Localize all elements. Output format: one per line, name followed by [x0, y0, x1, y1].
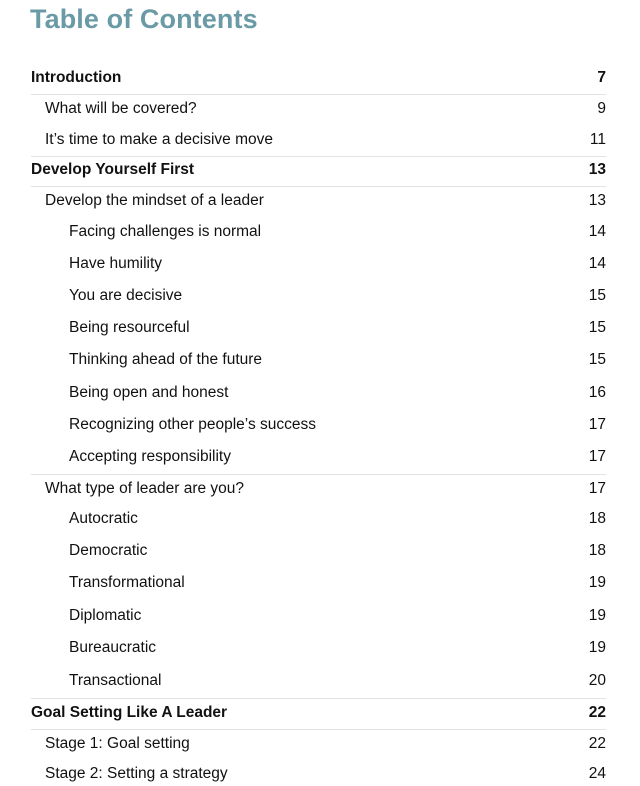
toc-entry-page: 7	[597, 69, 606, 86]
toc-entry-open-and-honest[interactable]	[0, 381, 640, 405]
toc-entry-page: 19	[588, 574, 606, 591]
toc-entry-label: Transactional	[69, 672, 162, 689]
toc-entry-label: Autocratic	[69, 510, 138, 527]
toc-entry-page: 22	[588, 735, 606, 752]
toc-entry-type-of-leader[interactable]	[0, 477, 640, 501]
toc-entry-stage-1-goal-setting[interactable]	[0, 732, 640, 756]
toc-entry-page: 14	[588, 223, 606, 240]
toc-entry-page: 15	[588, 351, 606, 368]
toc-entry-page: 17	[588, 416, 606, 433]
toc-entry-label: Recognizing other people’s success	[69, 416, 317, 433]
toc-entry-page: 17	[588, 448, 606, 465]
row-divider	[31, 186, 606, 187]
row-divider	[31, 94, 606, 95]
row-divider	[31, 729, 606, 730]
toc-entry-bureaucratic[interactable]	[0, 636, 640, 660]
toc-entry-introduction[interactable]	[0, 66, 640, 90]
toc-entry-page: 19	[588, 607, 606, 624]
toc-entry-recognizing-success[interactable]	[0, 413, 640, 437]
toc-entry-what-will-be-covered[interactable]	[0, 97, 640, 121]
toc-entry-label: What type of leader are you?	[45, 480, 245, 497]
toc-entry-label: Facing challenges is normal	[69, 223, 262, 240]
toc-entry-page: 9	[597, 100, 606, 117]
toc-entry-decisive-move[interactable]	[0, 128, 640, 152]
toc-entry-page: 16	[588, 384, 606, 401]
toc-entry-diplomatic[interactable]	[0, 604, 640, 628]
toc-entry-label: Develop Yourself First	[31, 161, 195, 178]
toc-entry-democratic[interactable]	[0, 539, 640, 563]
toc-entry-label: Diplomatic	[69, 607, 142, 624]
toc-entry-label: Have humility	[69, 255, 163, 272]
toc-entry-transformational[interactable]	[0, 571, 640, 595]
toc-entry-facing-challenges[interactable]	[0, 220, 640, 244]
toc-entry-label: Democratic	[69, 542, 148, 559]
toc-entry-label: Transformational	[69, 574, 185, 591]
toc-entry-page: 18	[588, 542, 606, 559]
toc-entry-page: 13	[588, 161, 606, 178]
row-divider	[31, 698, 606, 699]
toc-entry-you-are-decisive[interactable]	[0, 284, 640, 308]
toc-entry-mindset-of-a-leader[interactable]	[0, 189, 640, 213]
toc-entry-page: 15	[588, 319, 606, 336]
toc-entry-label: It’s time to make a decisive move	[45, 131, 273, 148]
toc-entry-page: 18	[588, 510, 606, 527]
toc-entry-label: Goal Setting Like A Leader	[31, 704, 228, 721]
toc-entry-page: 15	[588, 287, 606, 304]
toc-entry-label: Stage 1: Goal setting	[45, 735, 190, 752]
toc-entry-label: Stage 2: Setting a strategy	[45, 765, 228, 782]
toc-entry-page: 17	[588, 480, 606, 497]
toc-entry-accepting-responsibility[interactable]	[0, 445, 640, 469]
toc-entry-page: 20	[588, 672, 606, 689]
toc-entry-stage-2-setting-a-strategy[interactable]	[0, 762, 640, 786]
toc-entry-goal-setting-like-a-leader[interactable]	[0, 701, 640, 725]
toc-entry-autocratic[interactable]	[0, 507, 640, 531]
toc-entry-label: Being resourceful	[69, 319, 190, 336]
toc-entry-transactional[interactable]	[0, 669, 640, 693]
toc-entry-have-humility[interactable]	[0, 252, 640, 276]
toc-entry-label: What will be covered?	[45, 100, 197, 117]
toc-entry-label: Develop the mindset of a leader	[45, 192, 264, 209]
toc-entry-label: Bureaucratic	[69, 639, 157, 656]
toc-entry-page: 24	[588, 765, 606, 782]
toc-entry-page: 13	[588, 192, 606, 209]
toc-entry-page: 22	[588, 704, 606, 721]
toc-entry-develop-yourself-first[interactable]	[0, 158, 640, 182]
toc-entry-page: 19	[588, 639, 606, 656]
toc-title: Table of Contents	[30, 4, 258, 34]
toc-entry-being-resourceful[interactable]	[0, 316, 640, 340]
toc-entry-thinking-ahead[interactable]	[0, 348, 640, 372]
row-divider	[31, 156, 606, 157]
toc-entry-label: Introduction	[31, 69, 122, 86]
toc-entry-label: Thinking ahead of the future	[69, 351, 263, 368]
toc-entry-label: Accepting responsibility	[69, 448, 231, 465]
toc-entry-label: Being open and honest	[69, 384, 229, 401]
toc-entry-label: You are decisive	[69, 287, 183, 304]
toc-entry-page: 11	[589, 131, 606, 148]
toc-entry-page: 14	[588, 255, 606, 272]
row-divider	[31, 474, 606, 475]
